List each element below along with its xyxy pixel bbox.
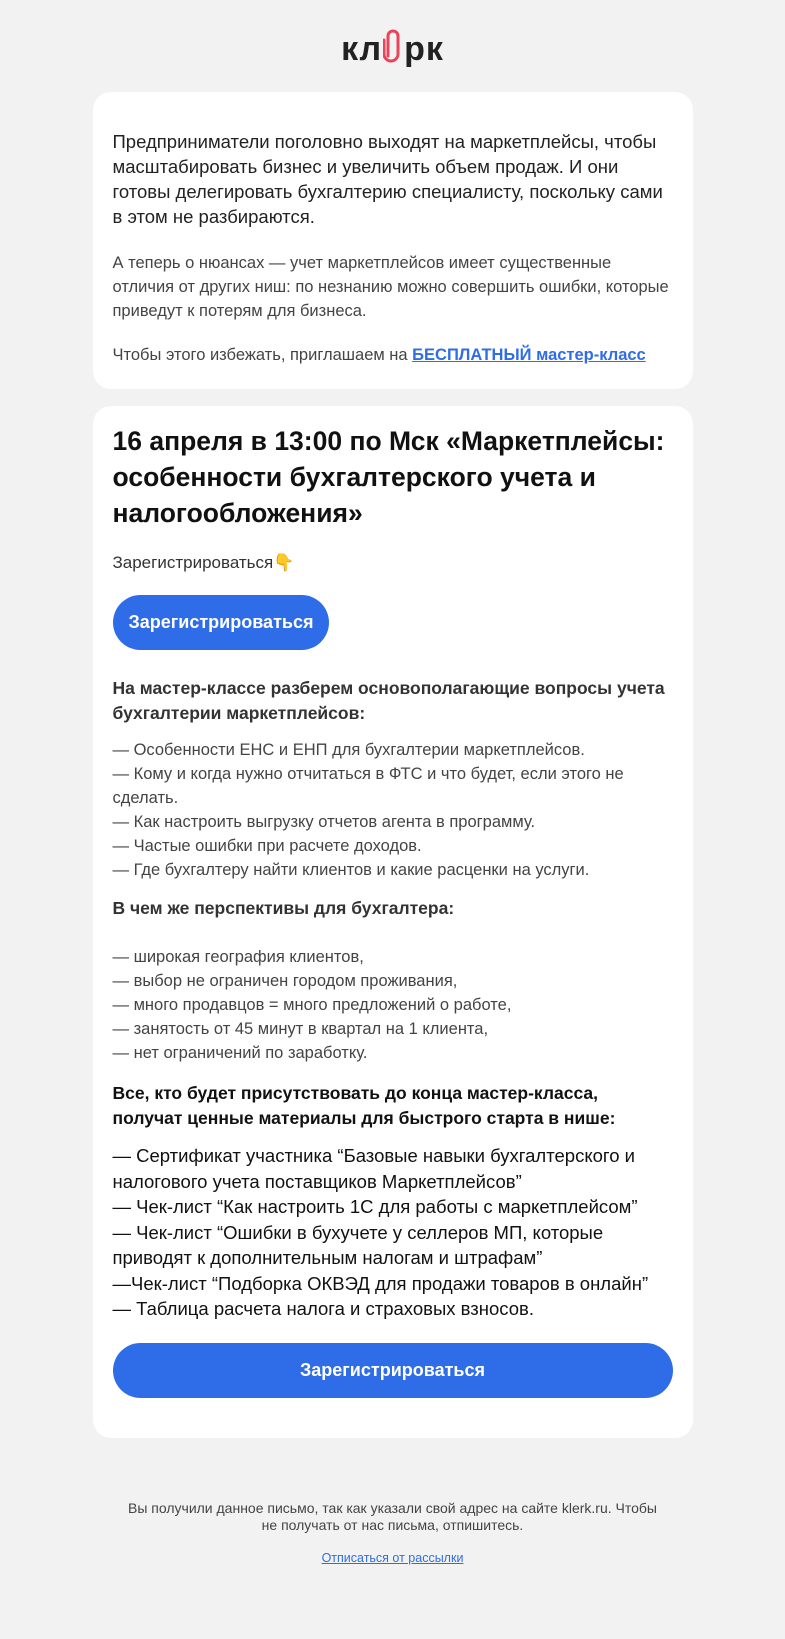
list-item: — занятость от 45 минут в квартал на 1 клиента,: [112, 1020, 489, 1038]
footer: [0, 1500, 785, 1567]
materials-list: [113, 1143, 673, 1322]
list-item: — Сертификат участника “Базовые навыки бухгалтерского и налогового учета поставщиков Маркетплейсов”: [112, 1145, 636, 1192]
list-item: — Где бухгалтеру найти клиентов и какие расценки на услуги.: [112, 861, 590, 879]
list-item: — Частые ошибки при расчете доходов.: [112, 837, 422, 855]
intro-card: [93, 92, 693, 389]
list-item: — Особенности ЕНС и ЕНП для бухгалтерии маркетплейсов.: [112, 741, 585, 759]
list-item: — нет ограничений по заработку.: [112, 1044, 368, 1062]
register-button[interactable]: Зарегистрироваться: [113, 595, 330, 650]
topics-list: [113, 738, 673, 882]
list-item: — широкая география клиентов,: [112, 948, 364, 966]
materials-heading: Все, кто будет присутствовать до конца мастер-класса, получат ценные материалы для быстрого старта в нише:: [112, 1083, 616, 1128]
register-prompt: Зарегистрироваться👇: [112, 553, 295, 572]
logo-text-right: рк: [404, 30, 444, 68]
footer-note: Вы получили данное письмо, так как указали свой адрес на сайте klerk.ru. Чтобы не получать от нас письма, отпишитесь.: [128, 1499, 657, 1533]
intro-nuance: А теперь о нюансах — учет маркетплейсов имеет существенные отличия от других ниш: по незнанию можно совершить ошибки, которые приведут к потерям для бизнеса.: [112, 254, 669, 320]
prospects-list: [113, 945, 673, 1065]
logo-text-left: кл: [341, 30, 383, 68]
prospects-heading: В чем же перспективы для бухгалтера:: [112, 898, 455, 918]
list-item: — выбор не ограничен городом проживания,: [112, 972, 458, 990]
event-title: 16 апреля в 13:00 по Мск «Маркетплейсы: особенности бухгалтерского учета и налогообложения»: [112, 426, 665, 528]
event-card: [93, 406, 693, 1438]
intro-invite: [113, 343, 673, 367]
intro-lead: Предприниматели поголовно выходят на маркетплейсы, чтобы масштабировать бизнес и увеличить объем продаж. И они готовы делегировать бухгалтерию специалисту, поскольку сами в этом не разбираются.: [112, 131, 663, 227]
topics-heading: На мастер-классе разберем основополагающие вопросы учета бухгалтерии маркетплейсов:: [112, 678, 665, 723]
list-item: — Как настроить выгрузку отчетов агента в программу.: [112, 813, 536, 831]
list-item: —Чек-лист “Подборка ОКВЭД для продажи товаров в онлайн”: [112, 1272, 649, 1294]
list-item: — Чек-лист “Ошибки в бухучете у селлеров МП, которые приводят к дополнительным налогам и штрафам”: [112, 1221, 604, 1268]
free-masterclass-link[interactable]: БЕСПЛАТНЫЙ мастер-класс: [412, 346, 646, 364]
unsubscribe-link[interactable]: Отписаться от рассылки: [321, 1550, 464, 1565]
paperclip-icon: [383, 26, 403, 72]
invite-text: Чтобы этого избежать, приглашаем на: [112, 346, 413, 364]
list-item: — много продавцов = много предложений о работе,: [112, 996, 512, 1014]
register-button-bottom[interactable]: Зарегистрироваться: [113, 1343, 673, 1398]
list-item: — Кому и когда нужно отчитаться в ФТС и что будет, если этого не сделать.: [112, 765, 624, 807]
list-item: — Таблица расчета налога и страховых взносов.: [112, 1298, 534, 1319]
list-item: — Чек-лист “Как настроить 1С для работы с маркетплейсом”: [112, 1196, 638, 1217]
header: [0, 0, 785, 92]
klerk-logo[interactable]: [341, 26, 444, 72]
